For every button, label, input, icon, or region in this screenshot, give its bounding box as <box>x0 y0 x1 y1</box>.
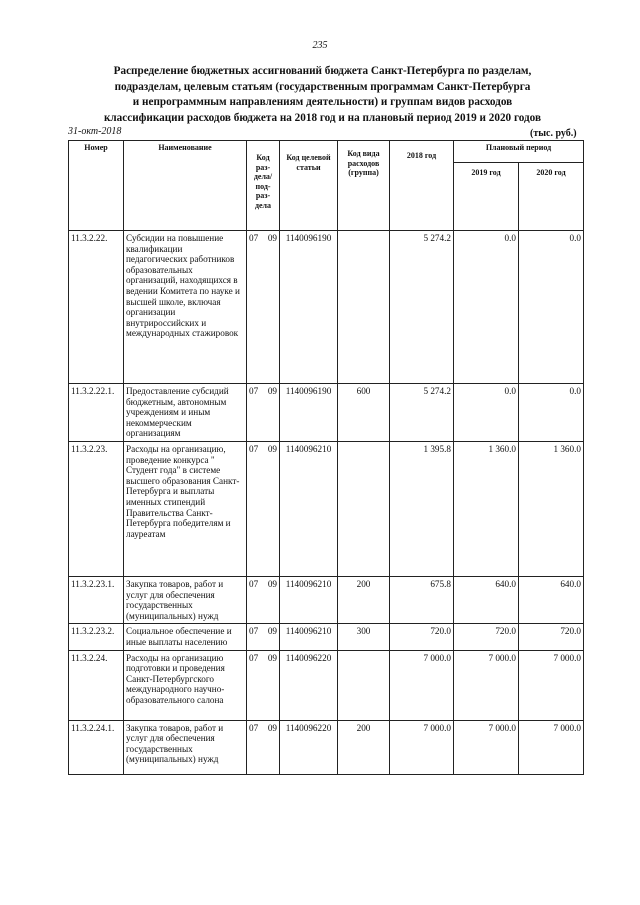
budget-table <box>68 140 584 775</box>
row-vid <box>338 650 390 720</box>
row-2018: 675.8 <box>390 577 454 624</box>
row-2019: 0.0 <box>454 231 519 384</box>
row-vid <box>338 442 390 577</box>
row-2019: 7 000.0 <box>454 720 519 774</box>
header-name: Наименование <box>124 141 247 231</box>
title-line: классификации расходов бюджета на 2018 год и на плановый период 2019 и 2020 годов <box>103 111 542 124</box>
row-2019: 0.0 <box>454 384 519 442</box>
row-name: Социальное обеспечение и иные выплаты населению <box>124 624 247 650</box>
row-razdel: 07 09 <box>247 720 280 774</box>
document-date: 31-окт-2018 <box>68 126 122 137</box>
row-razdel: 07 09 <box>247 442 280 577</box>
row-name: Предоставление субсидий бюджетным, автономным учреждениям и иным некоммерческим организациям <box>124 384 247 442</box>
row-2018: 7 000.0 <box>390 720 454 774</box>
row-2020: 7 000.0 <box>519 720 584 774</box>
table-row <box>69 442 584 577</box>
row-tselevaya: 1140096190 <box>280 231 338 384</box>
row-tselevaya: 1140096210 <box>280 577 338 624</box>
table-row <box>69 720 584 774</box>
row-2018: 5 274.2 <box>390 231 454 384</box>
row-tselevaya: 1140096220 <box>280 720 338 774</box>
units-label: (тыс. руб.) <box>530 128 577 139</box>
header-2020: 2020 год <box>519 163 584 231</box>
table-row <box>69 650 584 720</box>
row-razdel: 07 09 <box>247 650 280 720</box>
row-2020: 720.0 <box>519 624 584 650</box>
row-2020: 7 000.0 <box>519 650 584 720</box>
title-line: Распределение бюджетных ассигнований бюджета Санкт-Петербурга по разделам, <box>113 65 532 77</box>
row-tselevaya: 1140096190 <box>280 384 338 442</box>
row-razdel: 07 09 <box>247 624 280 650</box>
table-row <box>69 384 584 442</box>
row-number: 11.3.2.22.1. <box>69 384 124 442</box>
row-2018: 720.0 <box>390 624 454 650</box>
row-2019: 720.0 <box>454 624 519 650</box>
row-2020: 640.0 <box>519 577 584 624</box>
header-2019: 2019 год <box>454 163 519 231</box>
row-vid: 300 <box>338 624 390 650</box>
header-planned-period: Плановый период <box>454 141 584 163</box>
row-razdel: 07 09 <box>247 384 280 442</box>
row-vid: 600 <box>338 384 390 442</box>
row-2018: 5 274.2 <box>390 384 454 442</box>
row-vid: 200 <box>338 577 390 624</box>
table-row <box>69 624 584 650</box>
row-tselevaya: 1140096220 <box>280 650 338 720</box>
table-row <box>69 231 584 384</box>
row-razdel: 07 09 <box>247 577 280 624</box>
row-2019: 640.0 <box>454 577 519 624</box>
header-number: Номер <box>69 141 124 231</box>
row-2020: 0.0 <box>519 384 584 442</box>
row-number: 11.3.2.24. <box>69 650 124 720</box>
row-2019: 7 000.0 <box>454 650 519 720</box>
row-number: 11.3.2.23.2. <box>69 624 124 650</box>
row-number: 11.3.2.23. <box>69 442 124 577</box>
page-number: 235 <box>312 40 328 51</box>
row-2020: 1 360.0 <box>519 442 584 577</box>
document-title <box>50 64 595 126</box>
row-name: Субсидии на повышение квалификации педагогических работников образовательных организаций, находящихся в ведении Комитета по науке и высшей школе, включая организации внутрироссийских и международных стажировок <box>124 231 247 384</box>
row-number: 11.3.2.23.1. <box>69 577 124 624</box>
row-name: Закупка товаров, работ и услуг для обеспечения государственных (муниципальных) нужд <box>124 720 247 774</box>
header-2018: 2018 год <box>390 141 454 231</box>
row-tselevaya: 1140096210 <box>280 624 338 650</box>
header-vid: Код вида расходов (группа) <box>338 141 390 231</box>
row-name: Закупка товаров, работ и услуг для обеспечения государственных (муниципальных) нужд <box>124 577 247 624</box>
row-number: 11.3.2.22. <box>69 231 124 384</box>
row-2019: 1 360.0 <box>454 442 519 577</box>
row-razdel: 07 09 <box>247 231 280 384</box>
row-2018: 1 395.8 <box>390 442 454 577</box>
row-tselevaya: 1140096210 <box>280 442 338 577</box>
header-razdel: Код раз-дела/ под-раз-дела <box>247 141 280 231</box>
title-line: и непрограммным направлениям деятельности) и группам видов расходов <box>132 96 513 108</box>
row-name: Расходы на организацию, проведение конкурса " Студент года" в системе высшего образования Санкт-Петербурга и выплаты именных стипендий Правительства Санкт-Петербурга победителям и лауреатам <box>124 442 247 577</box>
row-2018: 7 000.0 <box>390 650 454 720</box>
title-line: подразделам, целевым статьям (государственным программам Санкт-Петербурга <box>114 80 531 93</box>
row-number: 11.3.2.24.1. <box>69 720 124 774</box>
row-vid: 200 <box>338 720 390 774</box>
row-2020: 0.0 <box>519 231 584 384</box>
table-row <box>69 577 584 624</box>
row-name: Расходы на организацию подготовки и проведения Санкт-Петербургского международного научно-образовательного салона <box>124 650 247 720</box>
header-tselevaya: Код целевой статьи <box>280 141 338 231</box>
row-vid <box>338 231 390 384</box>
